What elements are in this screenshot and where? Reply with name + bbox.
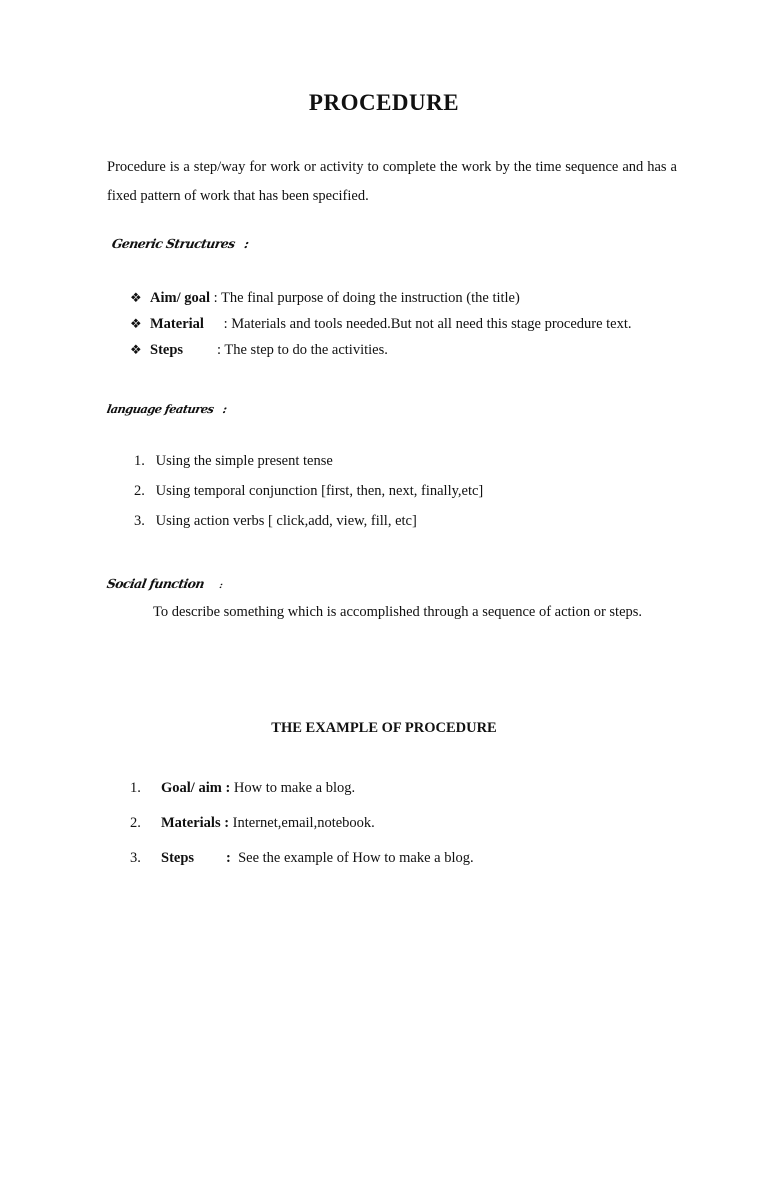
- structure-text: : The final purpose of doing the instruction (the title): [210, 290, 520, 306]
- feature-text: Using the simple present tense: [155, 453, 333, 469]
- example-label: Materials :: [161, 815, 230, 831]
- feature-item: [134, 513, 417, 530]
- example-number: 3.: [130, 850, 141, 866]
- structure-text: : Materials and tools needed.But not all need this stage procedure text.: [220, 316, 632, 332]
- example-number: 1.: [130, 780, 141, 796]
- example-number: 2.: [130, 815, 141, 831]
- feature-item: [134, 483, 483, 500]
- example-text: Internet,email,notebook.: [229, 815, 375, 831]
- language-features-colon: :: [221, 402, 228, 416]
- structure-text: : The step to do the activities.: [217, 342, 388, 358]
- structure-label: Material: [150, 316, 204, 332]
- intro-paragraph: Procedure is a step/way for work or activity to complete the work by the time sequence and has a fixed pattern of work that has been specified.: [107, 159, 677, 204]
- diamond-bullet-icon: ❖: [130, 342, 142, 357]
- example-line: [161, 850, 474, 867]
- generic-structures-heading-text: Generic Structures: [110, 236, 237, 251]
- social-function-text: To describe something which is accomplished through a sequence of action or steps.: [153, 604, 643, 620]
- structure-label: Steps: [150, 342, 184, 358]
- feature-item: [134, 453, 333, 470]
- language-features-heading-text: language features: [105, 402, 215, 416]
- generic-structures-heading: [111, 236, 250, 251]
- example-text: How to make a blog.: [230, 780, 356, 796]
- example-title: THE EXAMPLE OF PROCEDURE: [271, 720, 497, 736]
- example-text: See the example of How to make a blog.: [230, 850, 474, 866]
- diamond-bullet-icon: ❖: [130, 290, 142, 305]
- social-function-colon: :: [218, 581, 223, 591]
- structure-item: [130, 290, 520, 307]
- structure-label: Aim/ goal: [150, 290, 211, 306]
- feature-number: 2.: [134, 483, 145, 499]
- language-features-heading: [106, 402, 228, 416]
- diamond-bullet-icon: ❖: [130, 316, 142, 331]
- feature-text: Using temporal conjunction [first, then, next, finally,etc]: [155, 483, 484, 499]
- feature-text: Using action verbs [ click,add, view, fill, etc]: [155, 513, 417, 529]
- example-line: [161, 815, 375, 832]
- example-line: [161, 780, 355, 797]
- example-label: Steps: [161, 850, 195, 866]
- social-function-heading: [106, 576, 224, 591]
- example-label: Goal/ aim :: [161, 780, 231, 796]
- social-function-heading-text: Social function: [105, 576, 206, 591]
- structure-item: [130, 316, 632, 333]
- structure-item: [130, 342, 388, 359]
- feature-number: 3.: [134, 513, 145, 529]
- feature-number: 1.: [134, 453, 145, 469]
- example-colon: :: [226, 850, 231, 866]
- generic-structures-colon: :: [243, 236, 250, 251]
- page-title: PROCEDURE: [308, 90, 460, 115]
